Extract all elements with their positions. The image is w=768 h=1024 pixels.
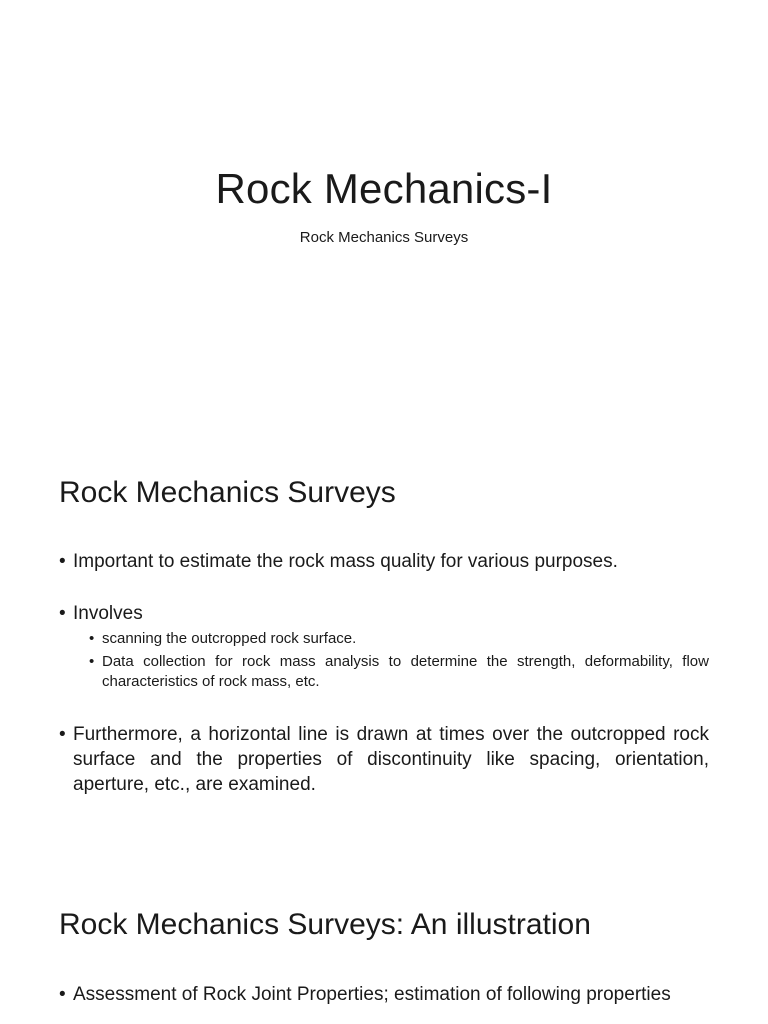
slide-heading: Rock Mechanics Surveys: An illustration [59,908,591,941]
sub-bullet-list [73,629,709,692]
slide-title [0,0,768,432]
slide-heading: Rock Mechanics Surveys [59,476,396,509]
bullet-item [59,549,709,574]
bullet-item [59,601,709,692]
bullet-item [59,722,709,797]
bullet-text: Assessment of Rock Joint Properties; estimation of following properties [73,984,671,1005]
sub-bullet-item: • scanning the outcropped rock surface. [89,629,709,649]
slide-illustration [0,864,768,1024]
bullet-text: Important to estimate the rock mass quality for various purposes. [73,551,618,572]
bullet-text: Involves [73,603,143,624]
bullet-text: Furthermore, a horizontal line is drawn at times over the outcropped rock surface and the properties of discontinuity like spacing, orientation, aperture, etc., are examined. [73,724,709,795]
bullet-list [59,982,709,1007]
bullet-list [59,549,709,797]
presentation-subtitle: Rock Mechanics Surveys [299,229,469,246]
presentation-title: Rock Mechanics-I [215,165,553,212]
slide-rock-mechanics-surveys [0,432,768,864]
sub-bullet-item: • Data collection for rock mass analysis to determine the strength, deformability, flow characteristics of rock mass, etc. [89,652,709,692]
bullet-item [59,982,709,1007]
